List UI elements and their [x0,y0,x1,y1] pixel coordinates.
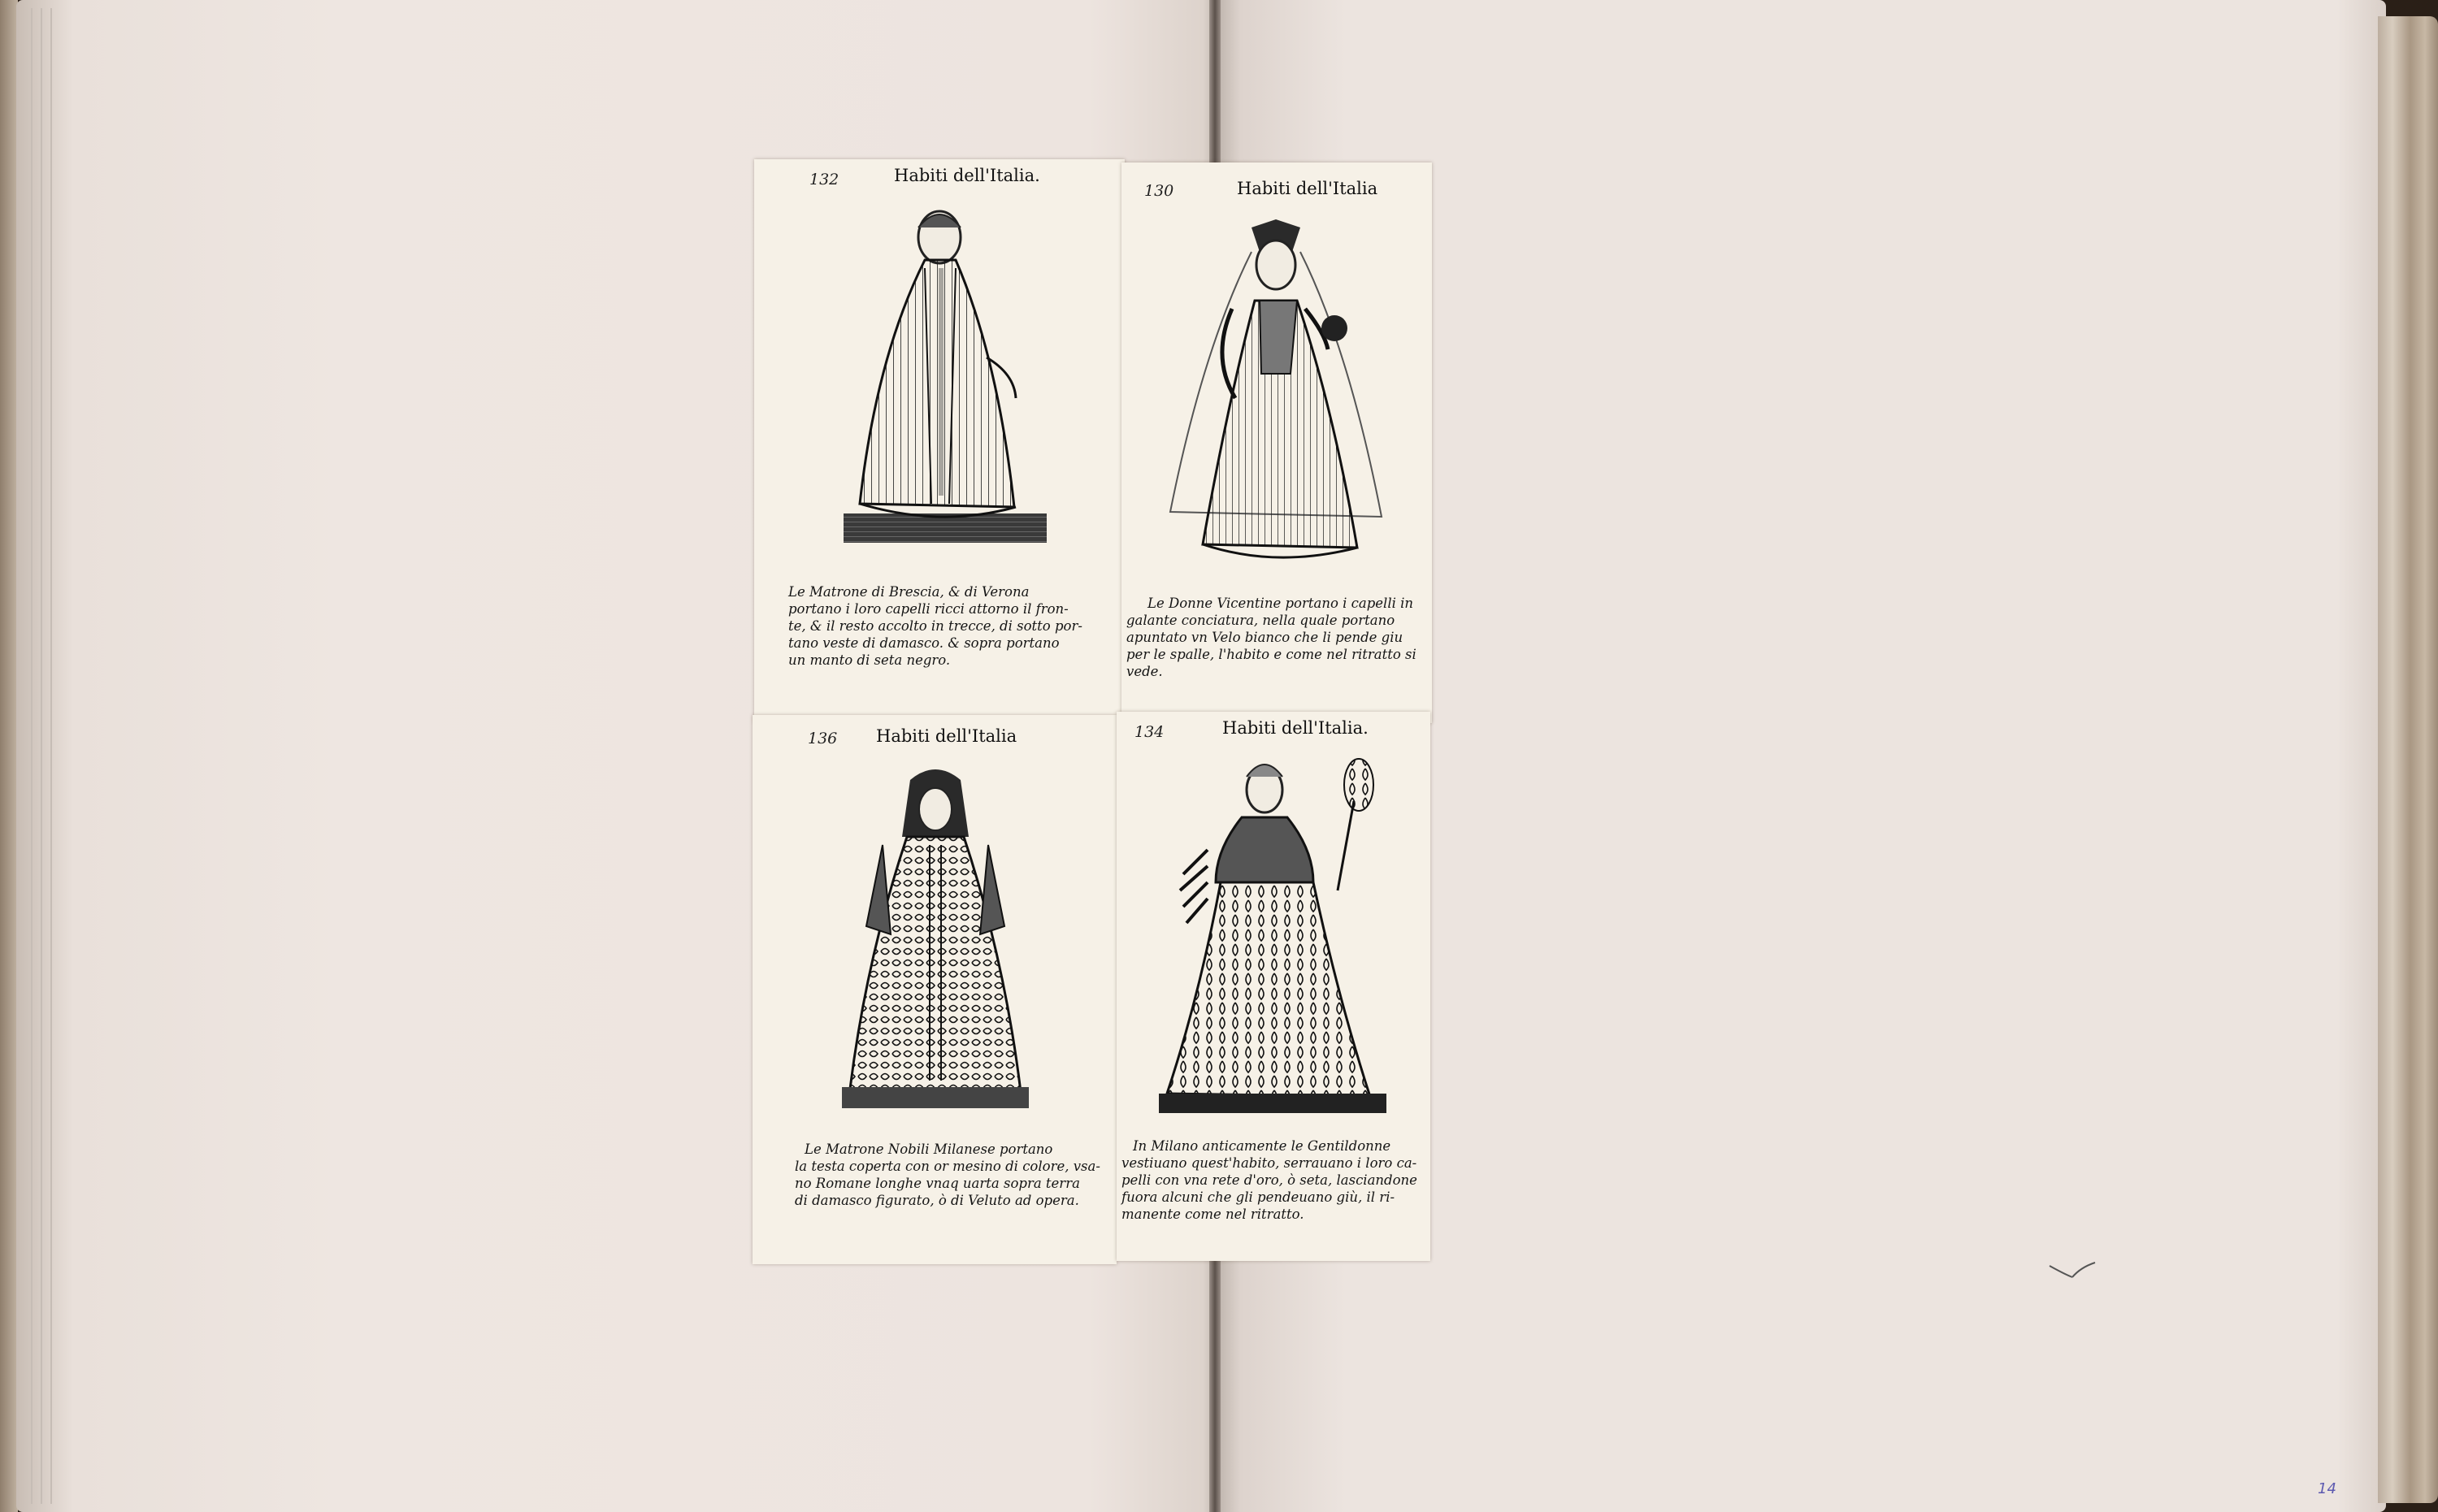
caption-line: galante conciatura, nella quale portano [1126,613,1395,628]
caption-line: te, & il resto accolto in trecce, di sotto por- [788,618,1082,634]
caption-line: vede. [1126,664,1163,679]
caption-line: no Romane longhe vnaq uarta sopra terra [795,1176,1080,1191]
caption-line: fuora alcuni che gli pendeuano giù, il ri- [1121,1189,1395,1205]
page-edge-line [31,8,33,1504]
page-number: 130 [1144,182,1174,200]
caption-line: Le Donne Vicentine portano i capelli in [1147,596,1414,611]
page-edge-line [41,8,42,1504]
sheet-heading: Habiti dell'Italia [1237,179,1378,198]
print-sheet-milan-ancient [1117,712,1430,1261]
page-number: 132 [809,171,839,188]
page-number: 136 [808,730,838,747]
sheet-caption [795,1141,1100,1209]
page-edge-line [50,8,52,1504]
left-fore-edge [0,0,18,1512]
sheet-caption [788,583,1082,669]
print-sheet-brescia [754,159,1125,723]
pencil-mark [2048,1258,2097,1282]
caption-line: In Milano anticamente le Gentildonne [1133,1138,1391,1154]
sheet-heading: Habiti dell'Italia [876,726,1017,746]
caption-line: un manto di seta negro. [788,652,951,668]
print-sheet-vicenza [1121,162,1432,723]
caption-line: manente come nel ritratto. [1121,1207,1304,1222]
caption-line: vestiuano quest'habito, serrauano i loro ca- [1121,1155,1417,1171]
sheet-caption [1121,1137,1417,1223]
caption-line: Le Matrone Nobili Milanese portano [805,1142,1053,1157]
woodcut-illustration-brescia-matron [827,195,1047,569]
folio-number: 14 [2318,1480,2336,1497]
caption-line: pelli con vna rete d'oro, ò seta, lasciandone [1121,1172,1417,1188]
caption-line: apuntato vn Velo bianco che li pende giu [1126,630,1403,645]
caption-line: portano i loro capelli ricci attorno il fron- [788,601,1069,617]
caption-line: la testa coperta con or mesino di colore, vsa- [795,1159,1100,1174]
sheet-heading: Habiti dell'Italia. [894,166,1040,185]
caption-line: tano veste di damasco. & sopra portano [788,635,1060,651]
woodcut-illustration-milan-matron [834,764,1037,1121]
caption-line: Le Matrone di Brescia, & di Verona [788,584,1030,600]
caption-line: di damasco figurato, ò di Veluto ad opera. [795,1193,1079,1208]
sheet-caption [1126,595,1416,680]
print-sheet-milan-noble [753,715,1117,1264]
woodcut-illustration-vicenza-lady [1154,219,1398,585]
page-number: 134 [1134,723,1165,741]
caption-line: per le spalle, l'habito e come nel ritratto si [1126,647,1416,662]
sheet-heading: Habiti dell'Italia. [1222,718,1369,738]
right-fore-edge [2378,16,2438,1503]
woodcut-illustration-milan-gentlewoman [1151,752,1403,1118]
